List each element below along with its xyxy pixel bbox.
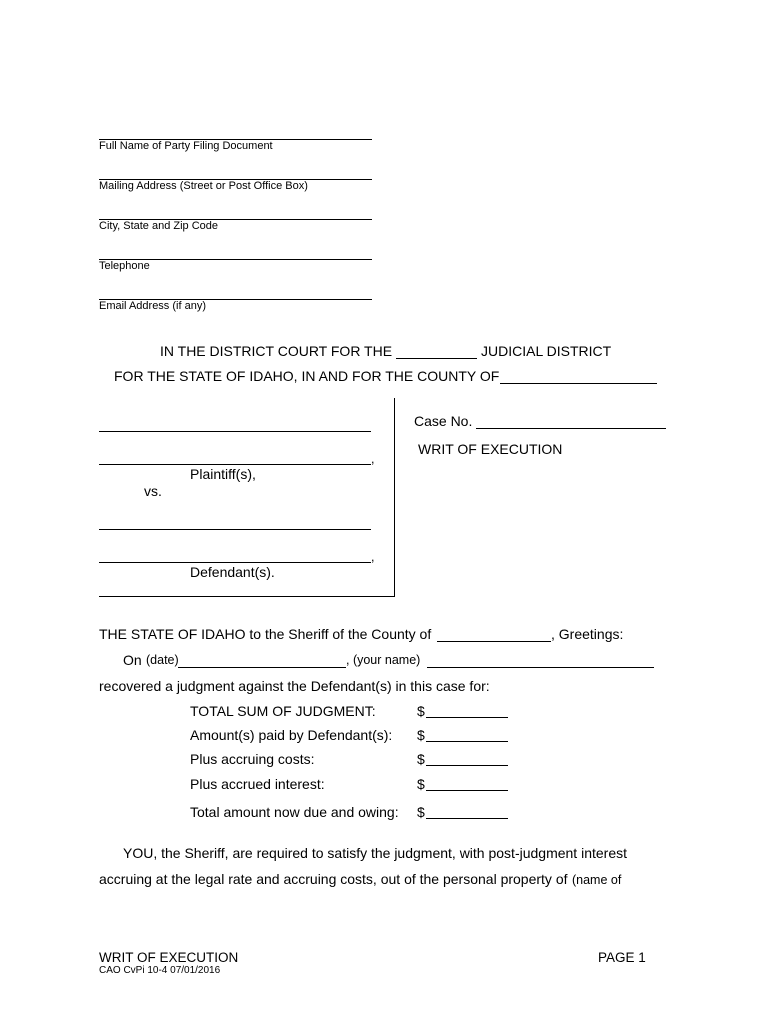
plaintiff-name-field-1[interactable] xyxy=(99,431,371,432)
case-no-label: Case No. xyxy=(414,413,473,429)
plaintiffs-label: Plaintiff(s), xyxy=(190,466,256,482)
full-name-label: Full Name of Party Filing Document xyxy=(99,140,273,152)
amount-label-accruing-costs: Plus accruing costs: xyxy=(190,751,315,767)
court-header-line1-prefix: IN THE DISTRICT COURT FOR THE xyxy=(160,343,393,359)
telephone-label: Telephone xyxy=(99,260,150,272)
plaintiff-comma: , xyxy=(371,452,375,466)
defendants-label: Defendant(s). xyxy=(190,564,275,580)
total-due-field[interactable] xyxy=(426,818,508,819)
amount-label-total-due: Total amount now due and owing: xyxy=(190,804,399,820)
court-header-line2-prefix: FOR THE STATE OF IDAHO, IN AND FOR THE COUNTY OF xyxy=(114,368,500,384)
plaintiff-name-field-2[interactable] xyxy=(99,464,371,465)
on-label: On xyxy=(123,652,142,668)
date-label: (date) xyxy=(146,653,179,667)
accruing-costs-field[interactable] xyxy=(426,765,508,766)
city-state-zip-label: City, State and Zip Code xyxy=(99,220,219,232)
total-judgment-amount-field[interactable] xyxy=(426,717,508,718)
currency-symbol: $ xyxy=(417,703,425,719)
paragraph-line-2-name-of: (name of xyxy=(571,873,622,887)
footer-page-number: PAGE 1 xyxy=(598,950,646,965)
greeting-suffix: , Greetings: xyxy=(551,626,624,642)
defendant-name-field-1[interactable] xyxy=(99,529,371,530)
currency-symbol: $ xyxy=(417,804,425,820)
your-name-field[interactable] xyxy=(427,667,654,668)
currency-symbol: $ xyxy=(417,727,425,743)
paragraph-line-2-main: accruing at the legal rate and accruing costs, out of the personal property of xyxy=(99,871,568,887)
recovered-text: recovered a judgment against the Defendant(s) in this case for: xyxy=(99,678,490,694)
sheriff-county-field[interactable] xyxy=(437,641,551,642)
email-label: Email Address (if any) xyxy=(99,300,206,312)
judicial-district-field[interactable] xyxy=(396,358,477,359)
county-field[interactable] xyxy=(500,383,657,384)
currency-symbol: $ xyxy=(417,751,425,767)
vs-label: vs. xyxy=(144,483,162,499)
defendant-name-field-2[interactable] xyxy=(99,562,371,563)
mailing-address-label: Mailing Address (Street or Post Office Box) xyxy=(99,180,308,192)
amount-label-accrued-interest: Plus accrued interest: xyxy=(190,776,325,792)
amount-label-paid: Amount(s) paid by Defendant(s): xyxy=(190,727,393,743)
greeting-prefix: THE STATE OF IDAHO to the Sheriff of the County of xyxy=(99,626,432,642)
amount-paid-field[interactable] xyxy=(426,741,508,742)
paragraph-line-1: YOU, the Sheriff, are required to satisfy the judgment, with post-judgment interest xyxy=(123,845,627,861)
currency-symbol: $ xyxy=(417,776,425,792)
defendant-comma: , xyxy=(371,550,375,564)
paragraph-line-2 xyxy=(99,871,621,889)
court-header-line1-suffix: JUDICIAL DISTRICT xyxy=(481,343,612,359)
accrued-interest-field[interactable] xyxy=(426,790,508,791)
caption-bottom-rule xyxy=(99,596,395,597)
case-no-field[interactable] xyxy=(476,428,666,429)
your-name-label: , (your name) xyxy=(346,653,421,667)
judgment-date-field[interactable] xyxy=(178,667,346,668)
footer-form-code: CAO CvPi 10-4 07/01/2016 xyxy=(99,965,221,976)
footer-title: WRIT OF EXECUTION xyxy=(99,950,239,965)
caption-divider xyxy=(394,398,395,596)
document-title: WRIT OF EXECUTION xyxy=(418,441,563,457)
amount-label-total-judgment: TOTAL SUM OF JUDGMENT: xyxy=(190,703,376,719)
